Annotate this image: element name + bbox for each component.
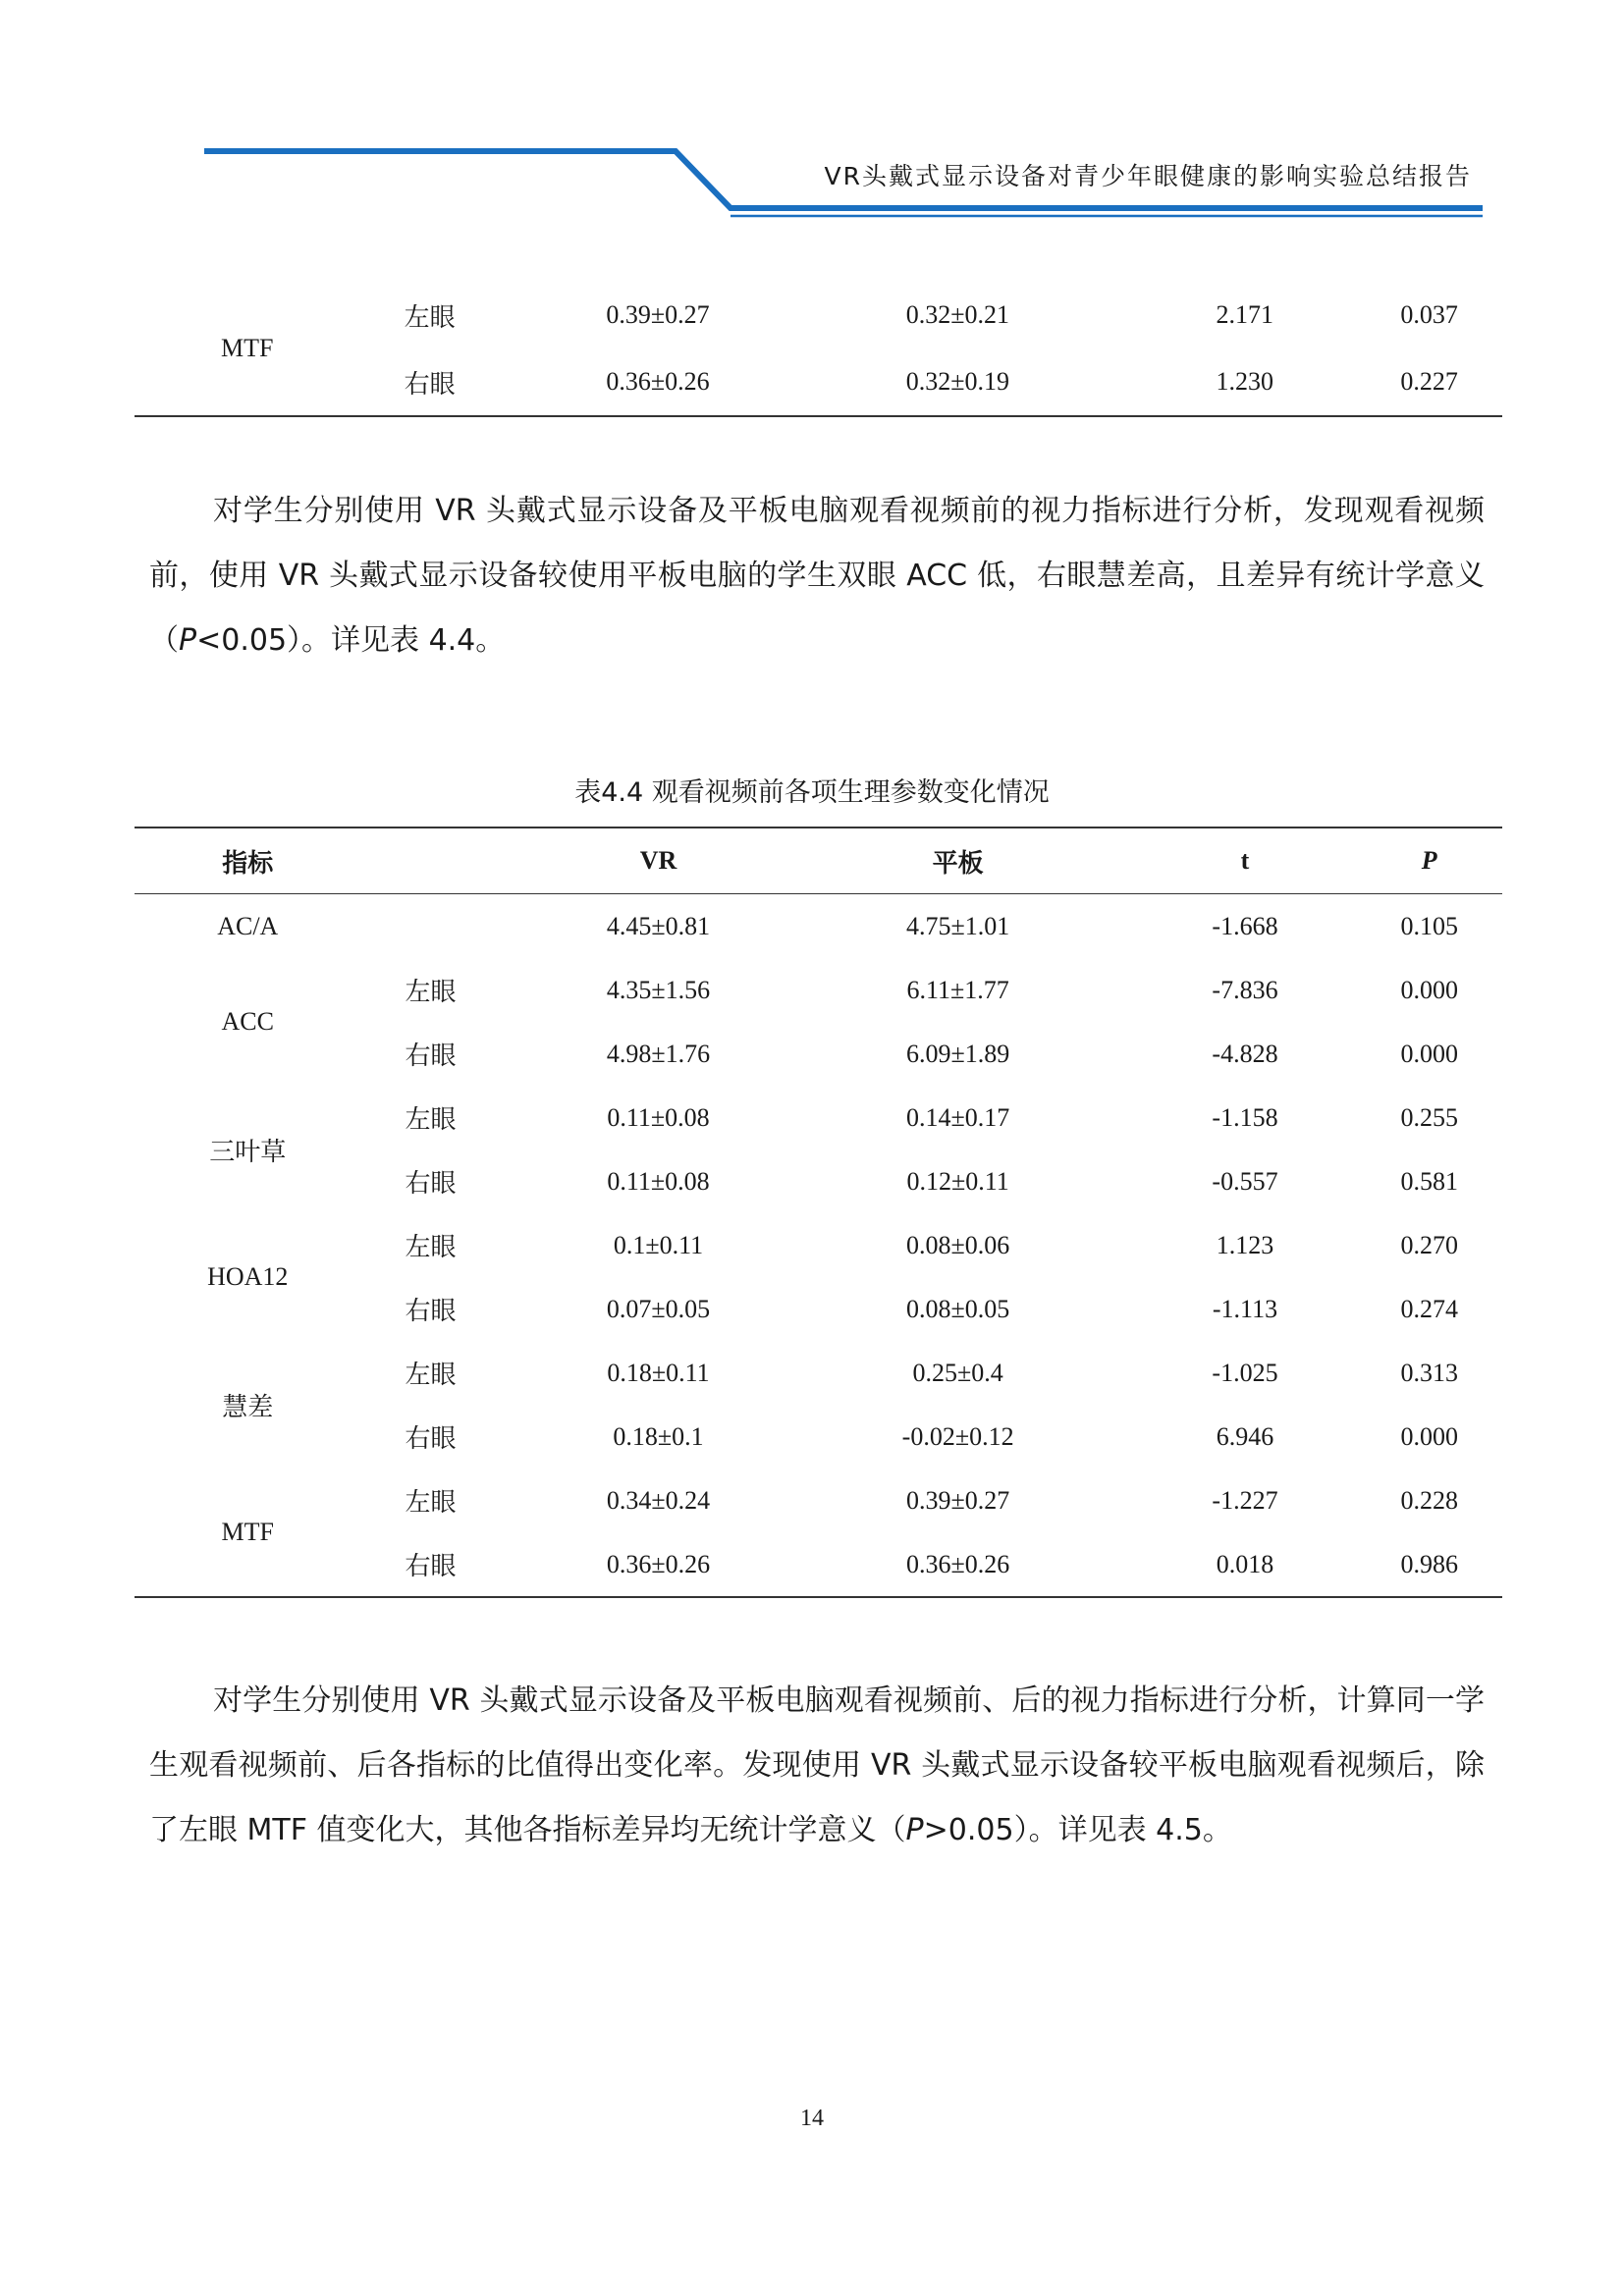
vr-cell: 0.36±0.26: [606, 1549, 711, 1578]
table-row: [135, 1086, 1502, 1149]
vr-cell: 0.34±0.24: [606, 1485, 711, 1515]
tablet-cell: 0.08±0.05: [906, 1294, 1010, 1323]
paragraph-1: [149, 479, 1485, 673]
paragraph-1-text: 对学生分别使用 VR 头戴式显示设备及平板电脑观看视频前的视力指标进行分析，发现观看视频前，使用 VR 头戴式显示设备较使用平板电脑的学生双眼 ACC 低，右眼慧差高，且差异有统计学意义（: [149, 494, 1485, 658]
paragraph-2: [149, 1669, 1485, 1863]
indicator-cell: HOA12: [207, 1262, 289, 1291]
eye-cell: 右眼: [405, 1169, 457, 1199]
p-cell: 0.105: [1400, 911, 1458, 940]
table-header-row: [135, 828, 1502, 894]
vr-cell: 0.39±0.27: [606, 300, 710, 329]
t-cell: -1.227: [1212, 1485, 1278, 1515]
p-symbol: P: [905, 1813, 924, 1847]
header-p: [1356, 828, 1502, 894]
eye-cell: 右眼: [404, 369, 456, 400]
eye-cell: 左眼: [404, 302, 456, 333]
eye-cell: 左眼: [405, 1488, 457, 1518]
indicator-cell: AC/A: [217, 911, 279, 940]
vr-cell: 0.11±0.08: [607, 1102, 710, 1132]
tablet-cell: 4.75±1.01: [906, 911, 1010, 940]
t-cell: -7.836: [1212, 975, 1278, 1004]
table-row: [135, 1213, 1502, 1277]
p-cell: 0.000: [1400, 1039, 1458, 1068]
vr-cell: 0.11±0.08: [607, 1166, 710, 1196]
eye-cell: 右眼: [405, 1297, 457, 1326]
vr-cell: 4.35±1.56: [606, 975, 711, 1004]
p-cell: 0.581: [1400, 1166, 1458, 1196]
vr-cell: 4.45±0.81: [606, 911, 711, 940]
vr-cell: 0.36±0.26: [606, 367, 710, 396]
header-tablet: 平板: [783, 828, 1134, 894]
indicator-cell: 三叶草: [209, 1137, 287, 1167]
t-cell: -1.668: [1212, 911, 1278, 940]
eye-cell: 左眼: [405, 978, 457, 1007]
t-cell: -1.113: [1212, 1294, 1278, 1323]
tablet-cell: 6.09±1.89: [906, 1039, 1010, 1068]
eye-cell: 左眼: [405, 1361, 457, 1390]
continued-table: [135, 282, 1502, 417]
eye-cell: 左眼: [405, 1233, 457, 1262]
eye-cell: 右眼: [405, 1424, 457, 1454]
vr-cell: 0.18±0.1: [613, 1421, 704, 1451]
tablet-cell: 0.25±0.4: [912, 1358, 1003, 1387]
table-row: [135, 894, 1502, 959]
eye-cell: 右眼: [405, 1552, 457, 1581]
indicator-cell: MTF: [221, 334, 274, 362]
p-cell: 0.000: [1400, 975, 1458, 1004]
p-cell: 0.274: [1400, 1294, 1458, 1323]
p-cell: 0.270: [1400, 1230, 1458, 1259]
header-p-italic: P: [1421, 846, 1437, 875]
t-cell: -0.557: [1212, 1166, 1278, 1196]
table-row: [135, 282, 1502, 348]
header-eye: [361, 828, 535, 894]
header-title: VR头戴式显示设备对青少年眼健康的影响实验总结报告: [824, 162, 1472, 190]
p-symbol: P: [179, 623, 197, 658]
t-cell: 1.123: [1216, 1230, 1274, 1259]
t-cell: -1.025: [1212, 1358, 1278, 1387]
header-t: t: [1134, 828, 1357, 894]
vr-cell: 0.18±0.11: [607, 1358, 710, 1387]
paragraph-1-text-end: <0.05）。详见表 4.4。: [196, 623, 506, 658]
vr-cell: 0.07±0.05: [606, 1294, 711, 1323]
p-cell: 0.037: [1400, 300, 1458, 329]
vr-cell: 0.1±0.11: [613, 1230, 704, 1259]
page-header: [0, 0, 1624, 236]
tablet-cell: 0.08±0.06: [906, 1230, 1010, 1259]
t-cell: 1.230: [1216, 367, 1274, 396]
t-cell: 2.171: [1216, 300, 1274, 329]
tablet-cell: -0.02±0.12: [901, 1421, 1014, 1451]
t-cell: -4.828: [1212, 1039, 1278, 1068]
tablet-cell: 0.36±0.26: [906, 1549, 1010, 1578]
p-cell: 0.986: [1400, 1549, 1458, 1578]
t-cell: 6.946: [1216, 1421, 1274, 1451]
page-number: 14: [800, 2106, 824, 2131]
tablet-cell: 6.11±1.77: [906, 975, 1009, 1004]
p-cell: 0.227: [1400, 367, 1458, 396]
tablet-cell: 0.12±0.11: [906, 1166, 1009, 1196]
indicator-cell: 慧差: [222, 1392, 274, 1422]
table-row: [135, 1341, 1502, 1405]
paragraph-2-text: 对学生分别使用 VR 头戴式显示设备及平板电脑观看视频前、后的视力指标进行分析，计算同一学生观看视频前、后各指标的比值得出变化率。发现使用 VR 头戴式显示设备较平板电脑观看视频后，除了左眼 MTF 值变化大，其他各指标差异均无统计学意义（: [149, 1683, 1485, 1847]
tablet-cell: 0.32±0.21: [905, 300, 1010, 329]
eye-cell: 左眼: [405, 1105, 457, 1135]
indicator-cell: MTF: [221, 1518, 274, 1546]
tablet-cell: 0.14±0.17: [906, 1102, 1010, 1132]
p-cell: 0.255: [1400, 1102, 1458, 1132]
header-vr: VR: [534, 828, 783, 894]
paragraph-2-text-end: >0.05）。详见表 4.5。: [923, 1813, 1232, 1847]
table-row: [135, 958, 1502, 1022]
header-decoration: [0, 0, 1624, 236]
header-indicator: 指标: [135, 828, 361, 894]
p-cell: 0.000: [1400, 1421, 1458, 1451]
t-cell: 0.018: [1216, 1549, 1274, 1578]
eye-cell: [361, 894, 535, 959]
eye-cell: 右眼: [405, 1041, 457, 1071]
t-cell: -1.158: [1212, 1102, 1278, 1132]
table-4-4: [135, 827, 1502, 1598]
vr-cell: 4.98±1.76: [606, 1039, 711, 1068]
p-cell: 0.313: [1400, 1358, 1458, 1387]
table-row: [135, 1468, 1502, 1532]
tablet-cell: 0.32±0.19: [905, 367, 1010, 396]
tablet-cell: 0.39±0.27: [906, 1485, 1010, 1515]
table-4-4-caption: 表4.4 观看视频前各项生理参数变化情况: [574, 777, 1050, 808]
indicator-cell: ACC: [221, 1007, 274, 1036]
p-cell: 0.228: [1400, 1485, 1458, 1515]
